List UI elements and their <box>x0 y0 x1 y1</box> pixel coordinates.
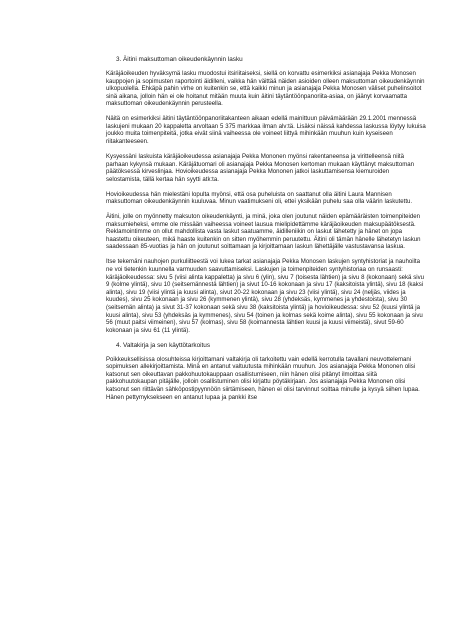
paragraph: Itse tekemäni nauhojen purkuliitteestä voi lukea tarkat asianajaja Pekka Monosen laskujen syntyhistoriat ja nauhoilta ne voi tietenkin kuunnella varmuuden saavuttamiseksi. Laskujen ja toimenpiteiden syntyhistoriaa on runsaasti: käräjäoikeudessa: sivu 5 (viisi alinta kappaletta) ja sivu 6 (ylin), sivu 7 (toisesta lähtien) ja sivu 8 (kokonaan) sekä sivu 9 (kolme ylintä), sivu 10 (seitsemännestä lähtien) ja sivut 10-16 kokonaan ja sivu 17 (kaksitoista ylintä), sivu 18 (kaksi alinta), sivu 19 (viisi ylintä ja kuusi alinta), sivut 20-22 kokonaan ja sivu 23 (viisi ylintä), sivu 24 (neljäs, viides ja kuudes), sivu 25 kokonaan ja sivu 26 (kymmenen ylintä), sivu 28 (yhdeksäs, kymmenes ja yhdestoista), sivu 30 (seitsemän alinta) ja sivut 31-37 kokonaan sekä sivu 38 (kaksitoista ylintä) ja hovioikeudessa: sivu 52 (kuusi ylintä ja kuusi alinta), sivu 53 (yhdeksäs ja kymmenes), sivu 54 (toinen ja kolmas sekä koime alinta), sivu 55 kokonaan ja sivu 56 (muut paitsi viimeinen), sivu 57 (kolmas), sivu 58 (koimannesta lähtien kuusi ja kuusi viimeistä), sivut 59-60 kokonaan ja sivu 61 (11 ylintä). <box>106 258 424 334</box>
section-heading-4: 4. Valtakirja ja sen käyttötarkoitus <box>116 341 211 349</box>
paragraph: Näitä on esimerkiksi äitini täytäntöönpanoriitakanteen aikaan edellä mainittuun päivämäärään 29.1.2001 mennessä laskujeni mukaan 20 kappaletta arvoltaan 5 375 markkaa ilman alv:tä. Lisäksi näissä kahdessa laskussa löytyy lukuisa joukko muita toimenpiteitä, jotka eivät siinä vaiheessa ole voineet liittyä mihinkään muuhun kuin kyseiseen riitakanteeseen. <box>106 115 426 146</box>
section-heading-3: 3. Äitini maksuttoman oikeudenkäynnin lasku <box>116 56 243 63</box>
paragraph: Käräjäoikeuden hyväksymä lasku muodostui itsiriitaiseksi, siellä on korvattu esimerkiksi asianajaja Pekka Monosen kauppojen ja sopimusten raportointi äidilleni, vaikka hän väittää näiden asioiden olleen maksuttoman oikeudenkäynnin ulkopuolella. Ehkäpä pahin virhe on kuitenkin se, että kaikki minun ja asianajaja Pekka Monosen väliset puhelinsoitot sinä aikana, jolloin hän ei ole hoitanut mitään muuta kuin äitini täytäntöönpanoriita-asiaa, on jäänyt korvaamatta maksuttoman oikeudenkäynnin perusteella. <box>106 70 425 108</box>
paragraph: Hovioikeudessa hän mielestäni lopulta myönsi, että osa puheluista on saattanut olla äitini Laura Mannisen maksuttoman oikeudenkäynnin kuuluvaa. Minun vaatimukseni oli, ettei yksikään puhelu saa olla väärin laskutettu. <box>106 190 413 206</box>
paragraph: Poikkeuksellisissa olosuhteissa kirjoittamani valtakirja oli tarkoitettu vain edellä kerrotulla tavallani neuvottelemani sopimuksen allekirjoittamista. Minä en antanut valtuutusta mihinkään muuhun. Jos asianajaja Pekka Mononen olisi katsonut sen oikeuttavan pakkohuutokauppaan osallistumiseen, niin hänen olisi pitänyt ilmoittaa siitä pakkohuutokaupan pitäjälle, jolloin osallistuminen olisi kirjattu pöytäkirjaan. Jos asianajaja Pekka Mononen olisi katsonut sen riittävän sähköpostipyynnöön siirtämiseen, hänen ei olisi tarvinnut soittaa minulle ja kysyä siihen lupaa. Hänen pettymyksekseen en antanut lupaa ja pankki itse <box>106 355 420 401</box>
paragraph: Kysyessäni laskuista käräjäoikeudessa asianajaja Pekka Mononen myönsi rakentaneensa ja virittelleensä niitä parhaan kykynsä mukaan. Käräjätuomari oli asianajaja Pekka Monosen kertoman mukaan käyttänyt maksuttoman päätöksessä kirveslinjaa. Hovioikeudessa asianajaja Pekka Mononen jatkoi laskuttamisensa kiemuroiden selostamista, tällä kertaa hän syytti atk:ta. <box>106 152 415 183</box>
document-body <box>106 56 426 408</box>
paragraph: Äitini, jolle on myönnetty maksuton oikeudenkäynti, ja minä, joka olen joutunut näiden epämääräisten toimenpiteiden maksumieheksi, emme ole missään vaiheessa voineet lausua mielipidettämme käräjäoikeuden maksupäätöksestä. Reklamointimme on ollut mahdollista vasta laskut saatuamme, äidilleniikin on laskut lähetetty ja hänet on jopa haastettu oikeuteen, mikä haaste kuitenkin on sitten myöhemmin peruutettu. Äitini oli tämän hänelle lähetetyn laskun saadessaan 85-vuotias ja hän on joutunut soittamaan ja kirjoittamaan laskun lähettäjälle vastustavansa laskua. <box>106 213 421 251</box>
